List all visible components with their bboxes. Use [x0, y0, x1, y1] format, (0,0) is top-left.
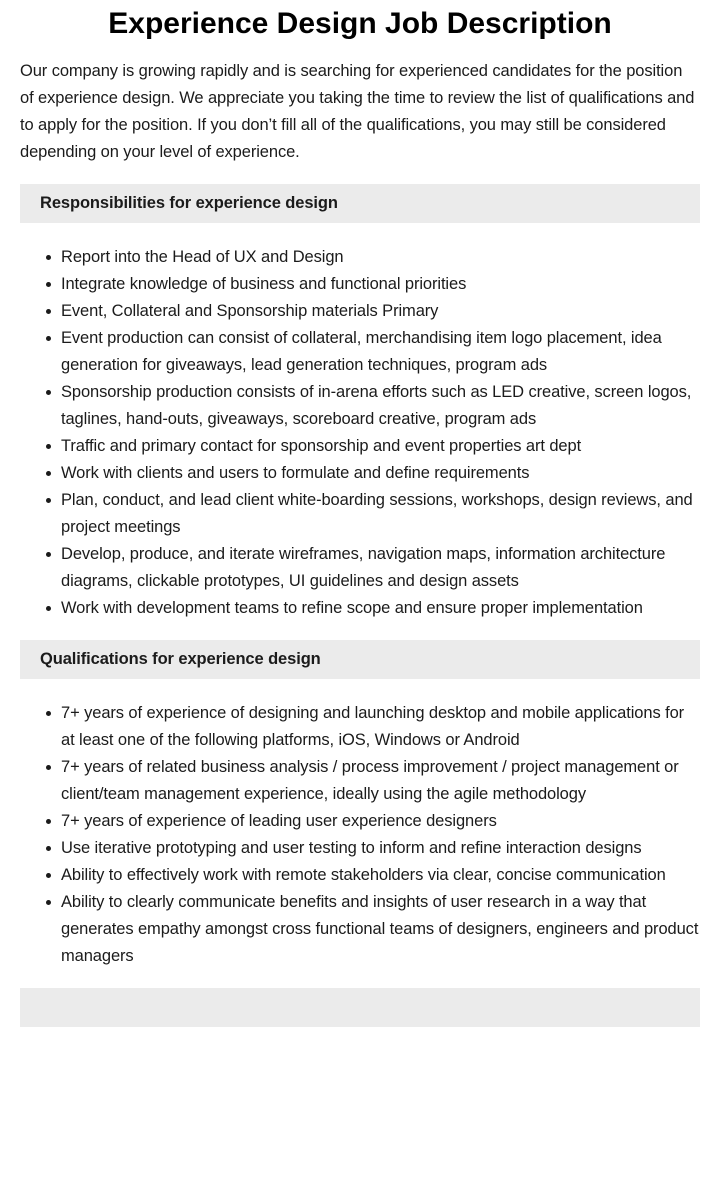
list-item-text: Work with development teams to refine scope and ensure proper implementation — [61, 599, 643, 617]
list-item-text: 7+ years of experience of leading user experience designers — [61, 812, 497, 830]
list-item-text: Integrate knowledge of business and functional priorities — [61, 275, 467, 293]
list-item-text: Ability to effectively work with remote stakeholders via clear, concise communication — [61, 866, 666, 884]
bullet-icon — [46, 498, 51, 503]
bullet-icon — [46, 711, 51, 716]
list-item — [45, 379, 700, 433]
list-item — [45, 325, 700, 379]
bullet-icon — [46, 390, 51, 395]
next-section-header-cutoff — [20, 988, 700, 1027]
list-item — [45, 298, 700, 325]
list-item — [45, 244, 700, 271]
bullet-icon — [46, 255, 51, 260]
list-item — [45, 808, 700, 835]
list-item — [45, 541, 700, 595]
list-item-text: Event production can consist of collateral, merchandising item logo placement, idea generation for giveaways, lead generation techniques, program ads — [61, 329, 662, 374]
qualifications-list — [20, 700, 700, 970]
list-item — [45, 487, 700, 541]
bullet-icon — [46, 873, 51, 878]
list-item — [45, 862, 700, 889]
qualifications-section-header — [20, 640, 700, 679]
list-item-text: Use iterative prototyping and user testing to inform and refine interaction designs — [61, 839, 642, 857]
list-item — [45, 835, 700, 862]
bullet-icon — [46, 444, 51, 449]
list-item-text: 7+ years of related business analysis / process improvement / project management or client/team management experience, ideally using the agile methodology — [61, 758, 679, 803]
bullet-icon — [46, 282, 51, 287]
bullet-icon — [46, 309, 51, 314]
responsibilities-section-header — [20, 184, 700, 223]
qualifications-heading: Qualifications for experience design — [40, 650, 321, 668]
list-item-text: Work with clients and users to formulate and define requirements — [61, 464, 530, 482]
list-item-text: Event, Collateral and Sponsorship materials Primary — [61, 302, 439, 320]
list-item — [45, 889, 700, 970]
intro-paragraph: Our company is growing rapidly and is searching for experienced candidates for the position of experience design. We appreciate you taking the time to review the list of qualifications and to apply for the position. If you don’t fill all of the qualifications, you may still be considered depending on your level of experience. — [20, 62, 695, 161]
page-title: Experience Design Job Description — [108, 7, 612, 40]
bullet-icon — [46, 819, 51, 824]
bullet-icon — [46, 900, 51, 905]
bullet-icon — [46, 846, 51, 851]
responsibilities-list — [20, 244, 700, 622]
list-item-text: Ability to clearly communicate benefits and insights of user research in a way that generates empathy amongst cross functional teams of designers, engineers and product managers — [61, 893, 699, 965]
list-item — [45, 271, 700, 298]
list-item-text: Sponsorship production consists of in-arena efforts such as LED creative, screen logos, taglines, hand-outs, giveaways, scoreboard creative, program ads — [61, 383, 692, 428]
responsibilities-heading: Responsibilities for experience design — [40, 194, 338, 212]
list-item-text: Traffic and primary contact for sponsorship and event properties art dept — [61, 437, 582, 455]
bullet-icon — [46, 606, 51, 611]
list-item-text: Plan, conduct, and lead client white-boarding sessions, workshops, design reviews, and project meetings — [61, 491, 693, 536]
list-item — [45, 595, 700, 622]
list-item-text: Report into the Head of UX and Design — [61, 248, 344, 266]
list-item-text: Develop, produce, and iterate wireframes, navigation maps, information architecture diagrams, clickable prototypes, UI guidelines and design assets — [61, 545, 666, 590]
list-item — [45, 433, 700, 460]
bullet-icon — [46, 336, 51, 341]
bullet-icon — [46, 552, 51, 557]
list-item — [45, 460, 700, 487]
list-item — [45, 700, 700, 754]
bullet-icon — [46, 765, 51, 770]
list-item — [45, 754, 700, 808]
bullet-icon — [46, 471, 51, 476]
list-item-text: 7+ years of experience of designing and launching desktop and mobile applications for at least one of the following platforms, iOS, Windows or Android — [61, 704, 685, 749]
